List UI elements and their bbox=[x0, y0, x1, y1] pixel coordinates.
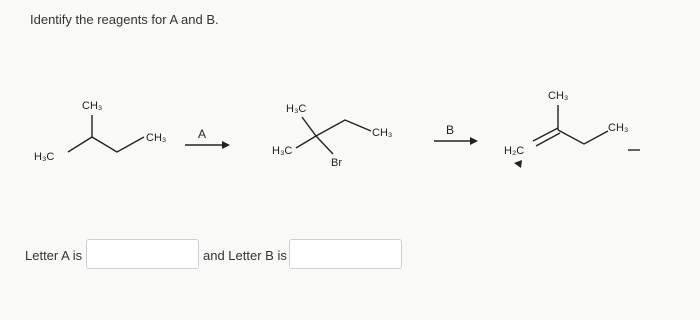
product-end-methyl: CH₃ bbox=[608, 122, 629, 134]
reactant-end-methyl: CH₃ bbox=[146, 132, 167, 144]
intermediate-bond-left bbox=[296, 136, 316, 148]
reactant-branch-methyl: CH₃ bbox=[82, 100, 103, 112]
product-double-bond-1 bbox=[533, 128, 558, 141]
arrow-a bbox=[185, 127, 230, 149]
letter-b-answer-box[interactable] bbox=[289, 239, 402, 269]
intermediate-bond-br bbox=[316, 136, 333, 154]
letter-b-label: and Letter B is bbox=[203, 248, 287, 263]
arrow-a-label: A bbox=[198, 127, 207, 141]
intermediate-end-methyl: CH₃ bbox=[372, 127, 393, 139]
arrow-b-head bbox=[470, 137, 478, 145]
product-double-bond-2 bbox=[536, 133, 560, 146]
arrow-b bbox=[434, 123, 478, 145]
reactant-structure bbox=[34, 100, 166, 163]
letter-a-answer-box[interactable] bbox=[86, 239, 199, 269]
reactant-bonds bbox=[68, 137, 144, 152]
intermediate-chain bbox=[316, 120, 371, 136]
intermediate-bond-top bbox=[302, 117, 316, 136]
reactant-left-methyl: H₃C bbox=[34, 151, 55, 163]
product-chain bbox=[558, 130, 608, 144]
question-prompt: Identify the reagents for A and B. bbox=[30, 12, 219, 27]
arrow-b-label: B bbox=[446, 123, 455, 137]
product-methylene: H₂C bbox=[504, 145, 525, 157]
letter-a-label: Letter A is bbox=[25, 248, 83, 263]
intermediate-structure bbox=[272, 103, 392, 169]
arrow-a-head bbox=[222, 141, 230, 149]
intermediate-bromine: Br bbox=[331, 157, 342, 169]
intermediate-left-methyl: H₃C bbox=[272, 145, 293, 157]
product-structure bbox=[504, 90, 640, 168]
product-branch-methyl: CH₃ bbox=[548, 90, 569, 102]
intermediate-top-methyl: H₃C bbox=[286, 103, 307, 115]
product-stray-caret bbox=[514, 160, 522, 168]
